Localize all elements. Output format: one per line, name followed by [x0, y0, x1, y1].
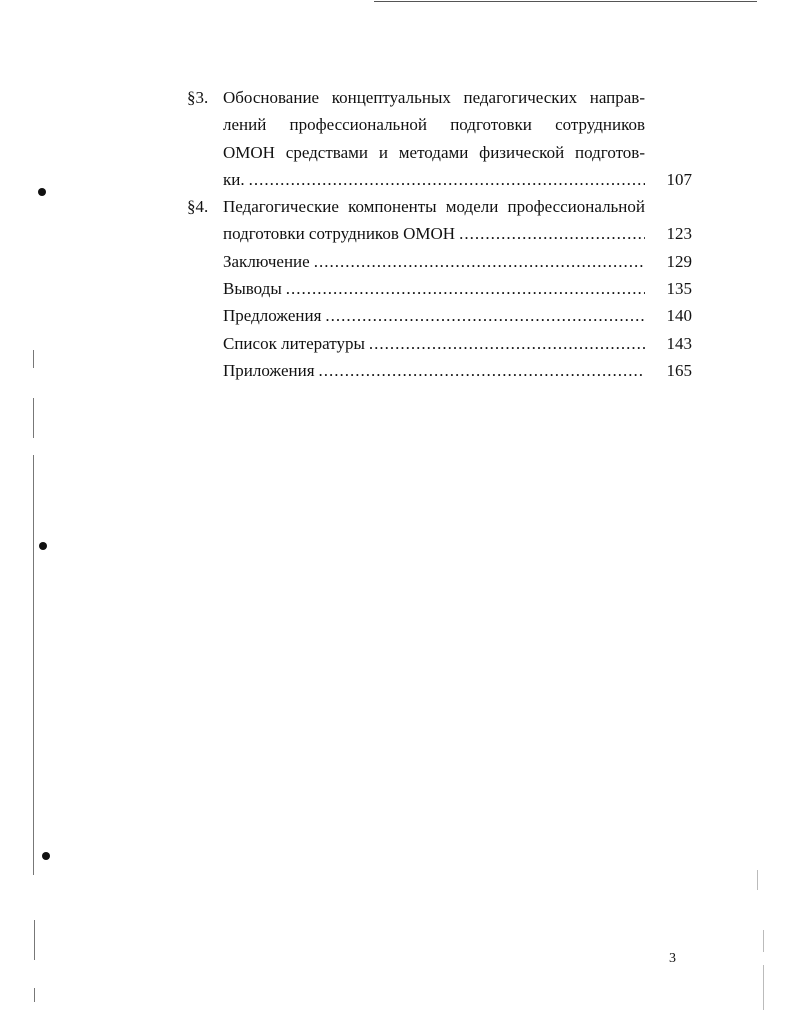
toc-entry [187, 84, 692, 193]
toc-line [187, 248, 692, 275]
toc-page-number: 107 [666, 169, 692, 189]
scan-margin-line [34, 988, 35, 1002]
toc-title-text: Обоснование концептуальных педагогических направ- [223, 88, 645, 107]
table-of-contents [187, 84, 692, 384]
toc-page-number: 140 [666, 306, 692, 326]
punch-hole-mark [39, 542, 47, 550]
toc-line [187, 330, 692, 357]
dot-leader [314, 248, 645, 275]
toc-page-number: 129 [666, 251, 692, 271]
toc-title-text: Список литературы [223, 333, 365, 353]
dot-leader [319, 357, 645, 384]
toc-line [187, 139, 692, 166]
toc-title-with-leader [223, 166, 645, 193]
page-number: 3 [669, 951, 676, 966]
toc-line [187, 220, 692, 247]
dot-leader [249, 166, 645, 193]
scan-margin-line [33, 398, 34, 438]
dot-leader [325, 302, 645, 329]
scan-margin-line [34, 920, 35, 960]
toc-page-number: 143 [666, 333, 692, 353]
toc-title-with-leader [223, 275, 645, 302]
toc-title-text: Выводы [223, 279, 282, 299]
punch-hole-mark [38, 188, 46, 196]
toc-title-text: ОМОН средствами и методами физической подготов- [223, 142, 645, 162]
scan-margin-line [33, 350, 34, 368]
toc-title-with-leader [223, 248, 645, 275]
toc-line [187, 84, 692, 111]
toc-line [187, 111, 692, 138]
toc-title-text: лений профессиональной подготовки сотрудников [223, 115, 645, 135]
toc-entry [187, 248, 692, 275]
toc-title-text: Заключение [223, 251, 310, 271]
toc-page-number: 135 [666, 279, 692, 299]
toc-title-text: Приложения [223, 360, 315, 380]
toc-line [187, 357, 692, 384]
toc-line [187, 166, 692, 193]
toc-entry [187, 302, 692, 329]
toc-entry [187, 330, 692, 357]
toc-section-number: §3. [187, 88, 209, 107]
toc-title-with-leader [223, 330, 645, 357]
toc-line [187, 193, 692, 220]
toc-title-with-leader [223, 220, 645, 247]
toc-title-with-leader [223, 357, 645, 384]
scan-right-line [763, 965, 764, 1010]
toc-page-number: 123 [666, 224, 692, 244]
toc-entry [187, 275, 692, 302]
dot-leader [286, 275, 645, 302]
toc-title-text: ки. [223, 169, 245, 189]
scan-margin-line [33, 455, 34, 875]
toc-title-text: Предложения [223, 306, 322, 326]
toc-entry [187, 357, 692, 384]
toc-line [187, 302, 692, 329]
toc-line [187, 275, 692, 302]
punch-hole-mark [42, 852, 50, 860]
dot-leader [369, 330, 645, 357]
dot-leader [459, 220, 645, 247]
scan-right-line [763, 930, 764, 952]
toc-section-number: §4. [187, 197, 209, 217]
scan-right-line [757, 870, 758, 890]
scan-edge-line [374, 1, 757, 2]
toc-entry [187, 193, 692, 248]
toc-page-number: 165 [666, 360, 692, 380]
toc-title-text: Педагогические компоненты модели профессиональной [223, 197, 645, 217]
toc-title-with-leader [223, 302, 645, 329]
toc-title-text: подготовки сотрудников ОМОН [223, 224, 456, 244]
